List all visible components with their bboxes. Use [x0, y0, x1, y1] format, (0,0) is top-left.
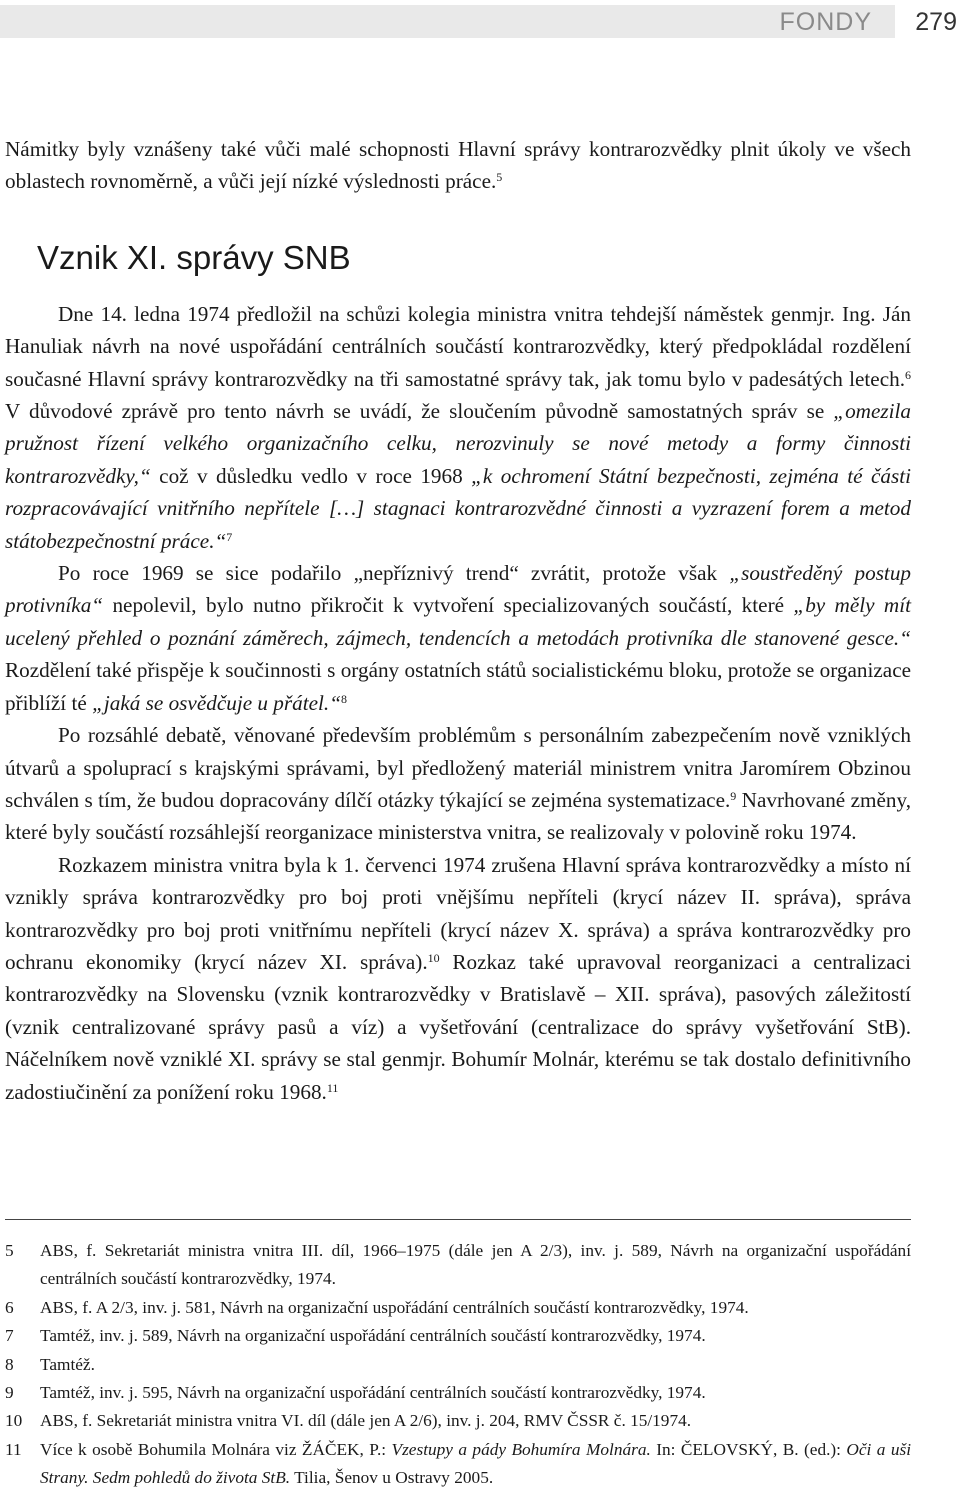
- paragraph-1: Dne 14. ledna 1974 předložil na schůzi kolegia ministra vnitra tehdejší náměstek genmjr. Ing. Ján Hanuliak návrh na nové uspořádání centrálních součástí kontrarozvědky, který předpokládal rozdělení současné Hlavní správy kontrarozvědky na tři samostatné správy tak, jak tomu bylo v padesátých letech.$^6$ V důvodové zprávě pro tento návrh se uvádí, že sloučením původně samostatných správ se „omezila pružnost řízení velkého organizačního celku, nerozvinuly se nové metody a formy činnosti kontrarozvědky,“ což v důsledku vedlo v roce 1968 „k ochromení Státní bezpečnosti, zejména té části rozpracovávající vnitřního nepřítele […] stagnaci kontrarozvědné činnosti a vyzrazení forem a metod státobezpečnostní práce.“$^7$: [5, 301, 911, 553]
- footnotes: [5, 1237, 911, 1493]
- quotation: „soustředěný postup protivníka“: [5, 561, 912, 618]
- header-bar: [0, 5, 895, 38]
- footnote-ref[interactable]: 11: [326, 1080, 339, 1095]
- footnote-ref[interactable]: 9: [730, 788, 737, 803]
- footnote-text: ABS, f. A 2/3, inv. j. 581, Návrh na organizační uspořádání centrálních součástí kontrarozvědky, 1974.: [40, 1297, 749, 1317]
- footnote-number: 6: [5, 1297, 14, 1317]
- section-heading: Vznik XI. správy SNB: [37, 238, 351, 276]
- quotation: „by měly mít ucelený přehled o poznání záměrech, zájmech, tendencích a metodách protivníka dle stanovené gesce.“: [5, 593, 911, 650]
- footnote-text: Tamtéž.: [40, 1354, 95, 1374]
- footnote-ref[interactable]: 10: [427, 950, 440, 965]
- footnote-number: 7: [5, 1326, 14, 1346]
- footnote-text: ABS, f. Sekretariát ministra vnitra VI. díl (dále jen A 2/6), inv. j. 204, RMV ČSSR č. 15/1974.: [40, 1411, 692, 1431]
- footnote-text: ABS, f. Sekretariát ministra vnitra III. díl, 1966–1975 (dále jen A 2/3), inv. j. 589, Návrh na organizační uspořádání centrálních součástí kontrarozvědky, 1974.: [40, 1241, 911, 1289]
- footnote-7: [5, 1322, 911, 1350]
- header-section-title: FONDY: [779, 8, 872, 36]
- footnote-number: 11: [5, 1439, 22, 1459]
- footnote-11: 11 Více k osobě Bohumila Molnára viz ŽÁČEK, P.: Vzestupy a pády Bohumíra Molnára. In: ČELOVSKÝ, B. (ed.): Oči a uši Strany. Sedm pohledů do života StB. Tilia, Šenov u Ostravy 2005.: [5, 1436, 911, 1493]
- footnote-text: Tamtéž, inv. j. 589, Návrh na organizační uspořádání centrálních součástí kontrarozvědky, 1974.: [40, 1326, 706, 1346]
- footnote-ref[interactable]: 5: [496, 170, 503, 185]
- intro-paragraph: Námitky byly vznášeny také vůči malé schopnosti Hlavní správy kontrarozvědky plnit úkoly ve všech oblastech rovnoměrně, a vůči její nízké výslednosti práce.$^5$: [5, 137, 911, 194]
- footnote-ref[interactable]: 7: [226, 529, 233, 544]
- footnote-8: [5, 1351, 911, 1379]
- footnote-10: [5, 1407, 911, 1435]
- footnote-divider: [5, 1219, 911, 1220]
- book-title: Vzestupy a pády Bohumíra Molnára.: [391, 1439, 651, 1459]
- paragraph-4: Rozkazem ministra vnitra byla k 1. červenci 1974 zrušena Hlavní správa kontrarozvědky a místo ní vznikly správa kontrarozvědky pro boj proti vnějšímu nepříteli (krycí název II. správa), správa kontrarozvědky pro boj proti vnitřnímu nepříteli (krycí název X. správa) a správa kontrarozvědky pro ochranu ekonomiky (krycí název XI. správa).$^{10}$ Rozkaz také upravoval reorganizaci a centralizaci kontrarozvědky na Slovensku (vznik kontrarozvědky v Bratislavě – XII. správa), pasových záležitostí (vznik centralizované správy pasů a víz) a vyšetřování (centralizace do správy vyšetřování StB). Náčelníkem nově vzniklé XI. správy se stal genmjr. Bohumír Molnár, kterému se tak dostalo definitivního zadostiučinění za ponížení roku 1968.11: [5, 852, 911, 1104]
- footnote-number: 10: [5, 1411, 23, 1431]
- quotation: „k ochromení Státní bezpečnosti, zejména té části rozpracovávající vnitřního nepřítele […] stagnaci kontrarozvědné činnosti a vyzrazení forem a metod státobezpečnostní práce.“: [5, 463, 911, 553]
- footnote-number: 8: [5, 1354, 14, 1374]
- footnote-5: [5, 1237, 911, 1294]
- footnote-6: [5, 1294, 911, 1322]
- main-text: [5, 133, 911, 1108]
- footnote-number: 9: [5, 1383, 14, 1403]
- book-title: Oči a uši Strany. Sedm pohledů do života StB.: [40, 1439, 911, 1488]
- page-number: 279: [915, 8, 957, 36]
- running-header: [0, 0, 960, 48]
- footnote-number: 5: [5, 1241, 14, 1260]
- footnote-9: [5, 1379, 911, 1407]
- paragraph-3: Po rozsáhlé debatě, věnované především problémům s personálním zabezpečením nově vzniklých útvarů a spoluprací s krajskými správami, byl předložený materiál ministrem vnitra Jaromírem Obzinou schválen s tím, že budou dopracovány dílčí otázky týkající se zejména systematizace.$^9$ Navrhované změny, které byly součástí rozsáhlejší reorganizace ministerstva vnitra, se realizovaly v polovině roku 1974.: [5, 723, 911, 845]
- quotation: „omezila pružnost řízení velkého organizačního celku, nerozvinuly se nové metody a formy činnosti kontrarozvědky,“: [5, 399, 911, 488]
- paragraph-2: Po roce 1969 se sice podařilo „nepříznivý trend“ zvrátit, protože však „soustředěný postup protivníka“ nepolevil, bylo nutno přikročit k vytvoření specializovaných součástí, které „by měly mít ucelený přehled o poznání záměrech, zájmech, tendencích a metodách protivníka dle stanovené gesce.“ Rozdělení také přispěje k součinnosti s orgány ostatních států socialistickému bloku, protože se organizace přiblíží té „jaká se osvědčuje u přátel.“$^8$: [5, 561, 912, 715]
- footnote-ref[interactable]: 8: [341, 691, 347, 706]
- footnote-ref[interactable]: 6: [905, 367, 911, 382]
- footnote-text: Tamtéž, inv. j. 595, Návrh na organizační uspořádání centrálních součástí kontrarozvědky, 1974.: [40, 1383, 706, 1403]
- quotation: „jaká se osvědčuje u přátel.“: [92, 690, 341, 715]
